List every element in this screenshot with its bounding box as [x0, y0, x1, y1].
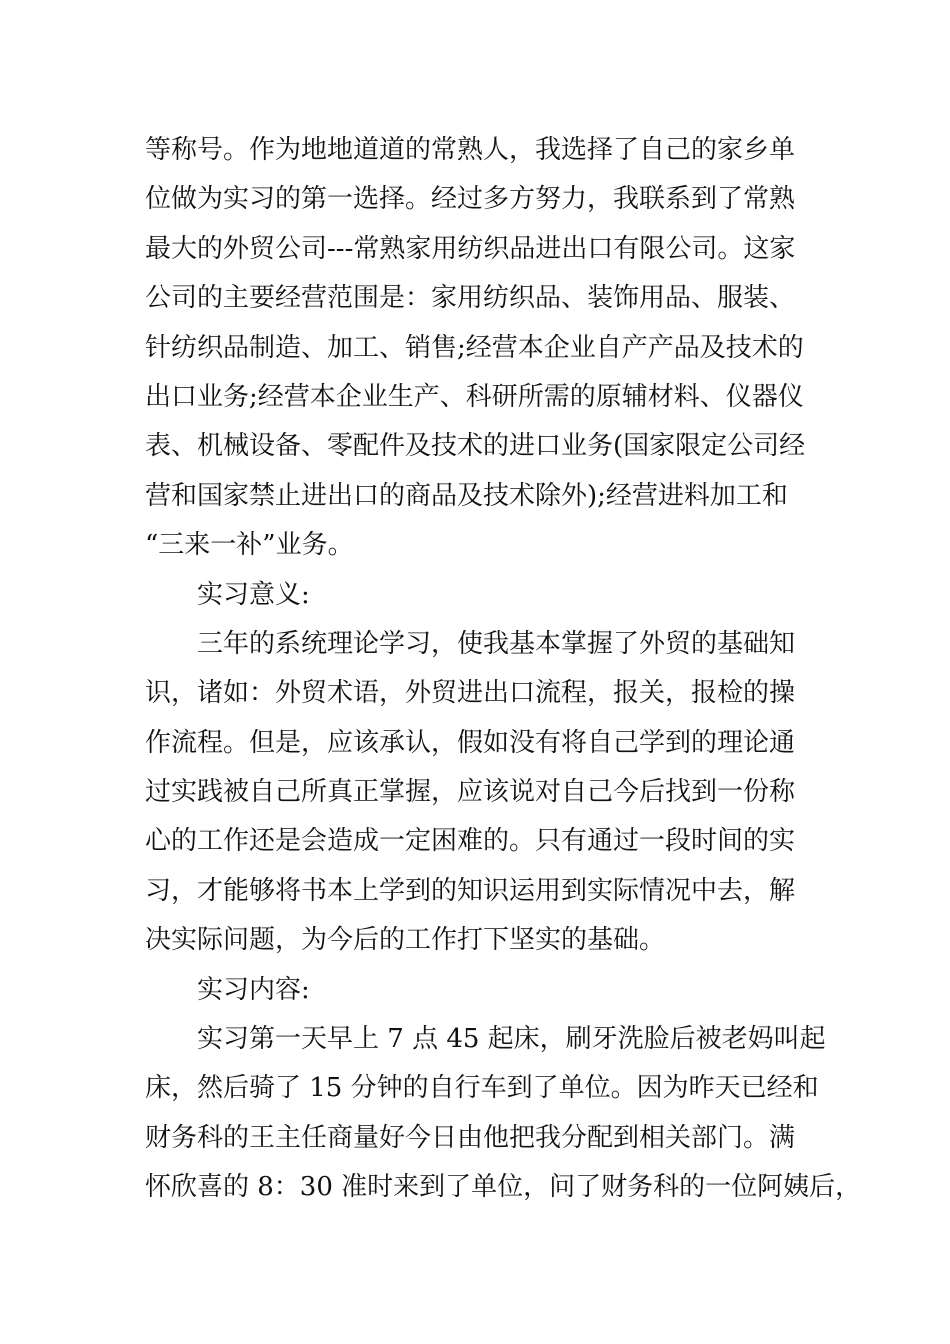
- text-line: 作流程。但是，应该承认，假如没有将自己学到的理论通: [145, 727, 796, 758]
- text-line: 怀欣喜的 8：30 准时来到了单位，问了财务科的一位阿姨后，: [145, 1172, 862, 1203]
- text-line: “三来一补”业务。: [145, 530, 354, 561]
- text-line: 实习第一天早上 7 点 45 起床，刷牙洗脸后被老妈叫起: [197, 1024, 826, 1055]
- body-text: [145, 126, 862, 1213]
- text-line: 最大的外贸公司---常熟家用纺织品进出口有限公司。这家: [145, 233, 796, 264]
- text-line: 床，然后骑了 15 分钟的自行车到了单位。因为昨天已经和: [145, 1073, 819, 1104]
- text-line: 出口业务;经营本企业生产、科研所需的原辅材料、仪器仪: [145, 381, 804, 412]
- text-line: 习，才能够将书本上学到的知识运用到实际情况中去，解: [145, 875, 796, 906]
- text-line: 心的工作还是会造成一定困难的。只有通过一段时间的实: [145, 826, 796, 857]
- section-heading-significance: 实习意义:: [197, 579, 310, 610]
- text-line: 针纺织品制造、加工、销售;经营本企业自产产品及技术的: [145, 332, 804, 363]
- text-line: 决实际问题，为今后的工作打下坚实的基础。: [145, 925, 666, 956]
- section-heading-content: 实习内容:: [197, 974, 310, 1005]
- text-line: 公司的主要经营范围是：家用纺织品、装饰用品、服装、: [145, 283, 796, 314]
- text-line: 财务科的王主任商量好今日由他把我分配到相关部门。满: [145, 1122, 796, 1153]
- text-line: 表、机械设备、零配件及技术的进口业务(国家限定公司经: [145, 431, 806, 462]
- text-line: 营和国家禁止进出口的商品及技术除外);经营进料加工和: [145, 480, 788, 511]
- text-line: 三年的系统理论学习，使我基本掌握了外贸的基础知: [197, 628, 796, 659]
- text-line: 过实践被自己所真正掌握，应该说对自己今后找到一份称: [145, 777, 796, 808]
- text-line: 位做为实习的第一选择。经过多方努力，我联系到了常熟: [145, 184, 796, 215]
- text-line: 等称号。作为地地道道的常熟人，我选择了自己的家乡单: [145, 135, 796, 165]
- text-line: 识，诸如：外贸术语，外贸进出口流程，报关，报检的操: [145, 678, 796, 709]
